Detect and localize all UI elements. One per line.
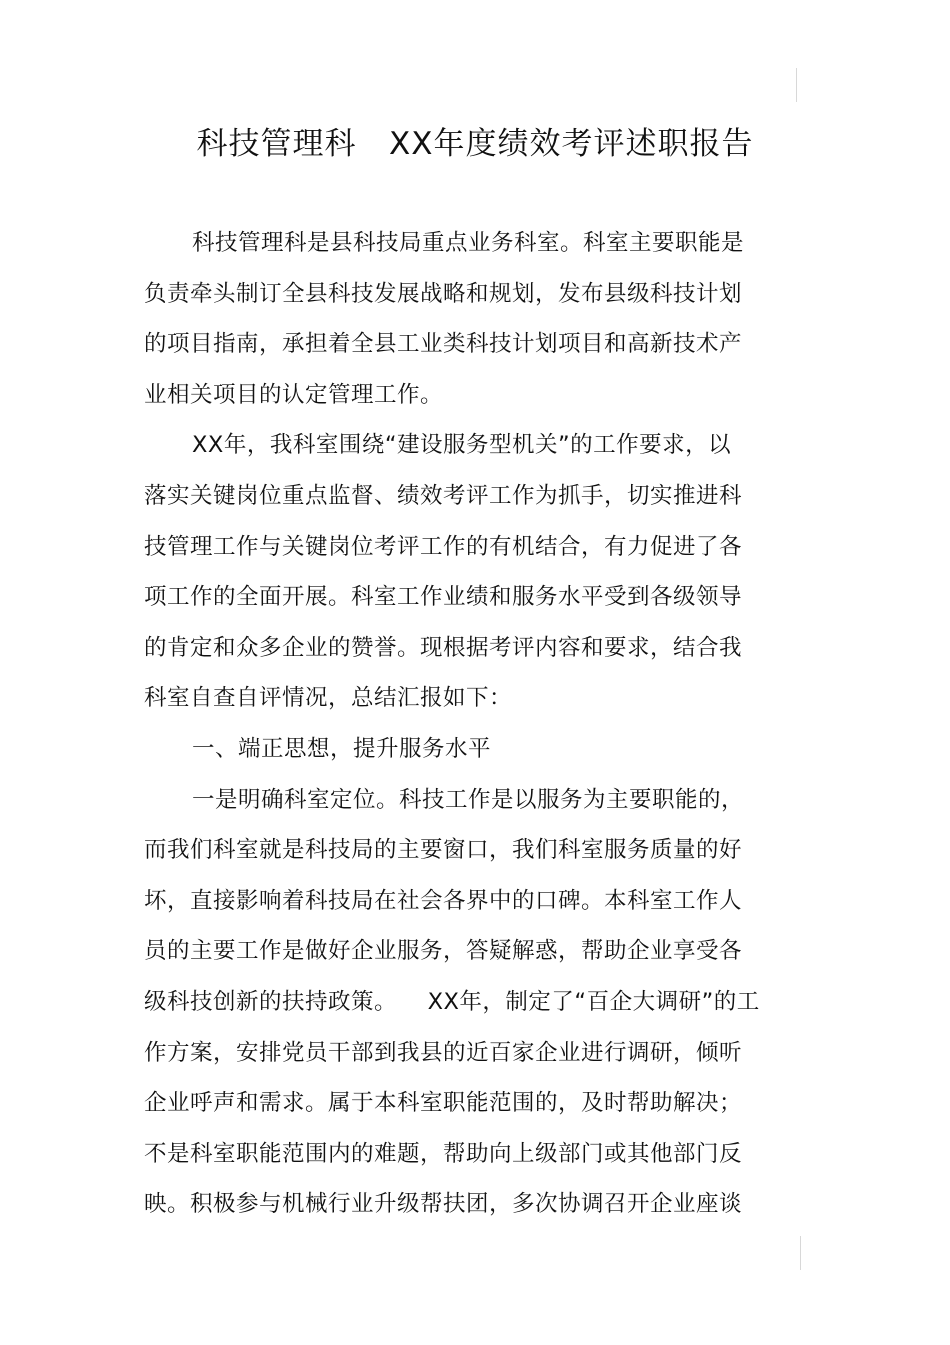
body-line: 而我们科室就是科技局的主要窗口，我们科室服务质量的好 — [144, 837, 743, 864]
page-edge-mark-bottom — [800, 1236, 801, 1270]
body-line: 企业呼声和需求。属于本科室职能范围的，及时帮助解决； — [144, 1090, 743, 1117]
body-line: 项工作的全面开展。科室工作业绩和服务水平受到各级领导 — [144, 584, 743, 611]
document-body — [144, 218, 794, 1230]
body-line: 科室自查自评情况，总结汇报如下： — [144, 685, 513, 712]
body-line: 负责牵头制订全县科技发展战略和规划，发布县级科技计划 — [144, 280, 743, 307]
body-line: 映。积极参与机械行业升级帮扶团，多次协调召开企业座谈 — [144, 1191, 743, 1218]
body-line: 科技管理科是县科技局重点业务科室。科室主要职能是 — [192, 230, 745, 256]
body-line: 落实关键岗位重点监督、绩效考评工作为抓手，切实推进科 — [144, 482, 743, 509]
page-edge-mark-top — [796, 68, 797, 102]
body-line: 技管理工作与关键岗位考评工作的有机结合，有力促进了各 — [144, 533, 743, 560]
document-title: 科技管理科 XX年度绩效考评述职报告 — [196, 126, 754, 162]
body-line: 坏，直接影响着科技局在社会各界中的口碑。本科室工作人 — [144, 887, 743, 914]
body-line: 的肯定和众多企业的赞誉。现根据考评内容和要求，结合我 — [144, 634, 743, 661]
body-line: 的项目指南，承担着全县工业类科技计划项目和高新技术产 — [144, 331, 743, 358]
body-line: 不是科室职能范围内的难题，帮助向上级部门或其他部门反 — [144, 1140, 743, 1167]
body-line: XX年，我科室围绕“建设服务型机关”的工作要求，以 — [192, 432, 732, 459]
body-line: 员的主要工作是做好企业服务，答疑解惑，帮助企业享受各 — [144, 938, 743, 965]
body-line: 业相关项目的认定管理工作。 — [144, 381, 444, 408]
body-line: 作方案，安排党员干部到我县的近百家企业进行调研，倾听 — [144, 1039, 743, 1066]
body-line: 级科技创新的扶持政策。 XX年，制定了“百企大调研”的工 — [144, 988, 760, 1015]
body-line: 一是明确科室定位。科技工作是以服务为主要职能的， — [192, 786, 745, 813]
body-line: 一、端正思想，提升服务水平 — [192, 735, 492, 762]
